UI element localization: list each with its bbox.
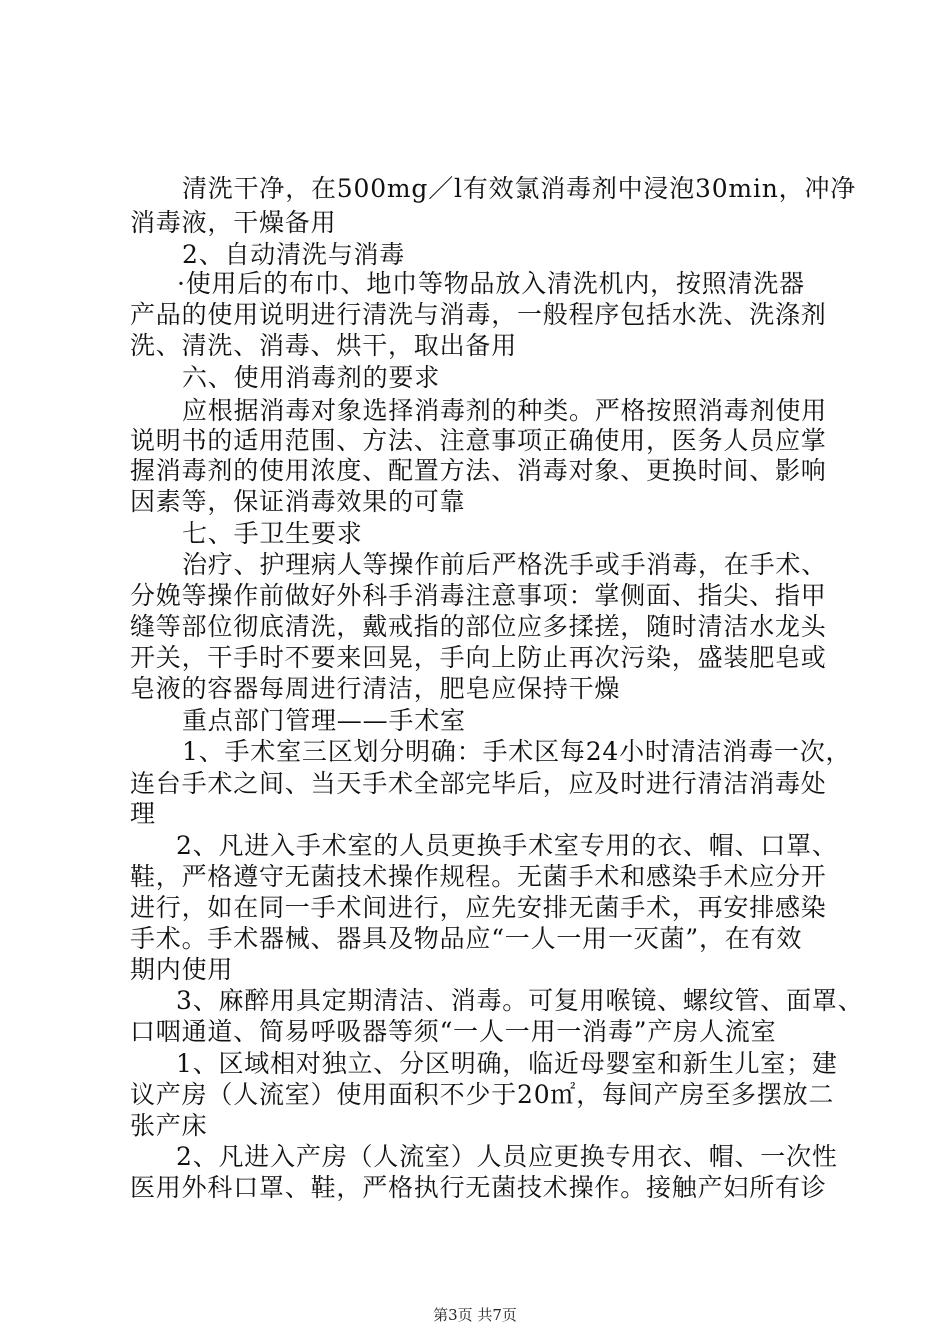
text-line: 缝等部位彻底清洗，戴戒指的部位应多揉搓，随时清洁水龙头 <box>130 612 827 641</box>
section-heading: 六、使用消毒剂的要求 <box>182 363 441 392</box>
text-line: 期内使用 <box>130 955 234 984</box>
page-number: 第3页 共7页 <box>433 1306 517 1324</box>
text-line: 治疗、护理病人等操作前后严格洗手或手消毒，在手术、 <box>182 550 828 579</box>
text-line: 说明书的适用范围、方法、注意事项正确使用，医务人员应掌 <box>130 426 827 455</box>
section-heading: 重点部门管理——手术室 <box>182 706 466 735</box>
text-line: 产品的使用说明进行清洗与消毒，一般程序包括水洗、洗涤剂 <box>130 300 827 329</box>
text-line: 皂液的容器每周进行清洁，肥皂应保持干燥 <box>130 674 621 703</box>
text-line: 张产床 <box>130 1111 208 1140</box>
text-line: 洗、清洗、消毒、烘干，取出备用 <box>130 331 518 360</box>
text-line: 2、凡进入产房（人流室）人员应更换专用衣、帽、一次性 <box>176 1142 838 1171</box>
text-line: 1、手术室三区划分明确：手术区每24小时清洁消毒一次， <box>182 737 852 766</box>
text-line: 1、区域相对独立、分区明确，临近母婴室和新生儿室；建 <box>176 1049 838 1078</box>
text-line: 因素等，保证消毒效果的可靠 <box>130 487 466 516</box>
text-line: 连台手术之间、当天手术全部完毕后，应及时进行清洁消毒处 <box>130 769 827 798</box>
text-line: 握消毒剂的使用浓度、配置方法、消毒对象、更换时间、影响 <box>130 456 827 485</box>
text-line: 消毒液，干燥备用 <box>130 208 337 237</box>
section-heading: 2、自动清洗与消毒 <box>182 240 406 269</box>
text-line: ·使用后的布巾、地巾等物品放入清洗机内，按照清洗器 <box>177 269 805 298</box>
text-line: 医用外科口罩、鞋，严格执行无菌技术操作。接触产妇所有诊 <box>130 1173 827 1202</box>
text-line: 鞋，严格遵守无菌技术操作规程。无菌手术和感染手术应分开 <box>130 862 827 891</box>
text-line: 口咽通道、简易呼吸器等须“一人一用一消毒”产房人流室 <box>130 1017 777 1046</box>
text-line: 进行，如在同一手术间进行，应先安排无菌手术，再安排感染 <box>130 893 827 922</box>
section-heading: 七、手卫生要求 <box>182 519 363 548</box>
text-line: 应根据消毒对象选择消毒剂的种类。严格按照消毒剂使用 <box>182 396 828 425</box>
text-line: 手术。手术器械、器具及物品应“一人一用一灭菌”，在有效 <box>130 924 803 953</box>
text-line: 分娩等操作前做好外科手消毒注意事项：掌侧面、指尖、指甲 <box>130 581 827 610</box>
text-line: 2、凡进入手术室的人员更换手术室专用的衣、帽、口罩、 <box>176 831 838 860</box>
text-line: 开关，干手时不要来回晃，手向上防止再次污染，盛装肥皂或 <box>130 643 827 672</box>
text-line: 清洗干净，在500mg／l有效氯消毒剂中浸泡30min，冲净 <box>182 174 857 203</box>
text-line: 3、麻醉用具定期清洁、消毒。可复用喉镜、螺纹管、面罩、 <box>176 986 864 1015</box>
text-line: 理 <box>130 799 156 828</box>
text-line: 议产房（人流室）使用面积不少于20㎡，每间产房至多摆放二 <box>130 1080 835 1109</box>
